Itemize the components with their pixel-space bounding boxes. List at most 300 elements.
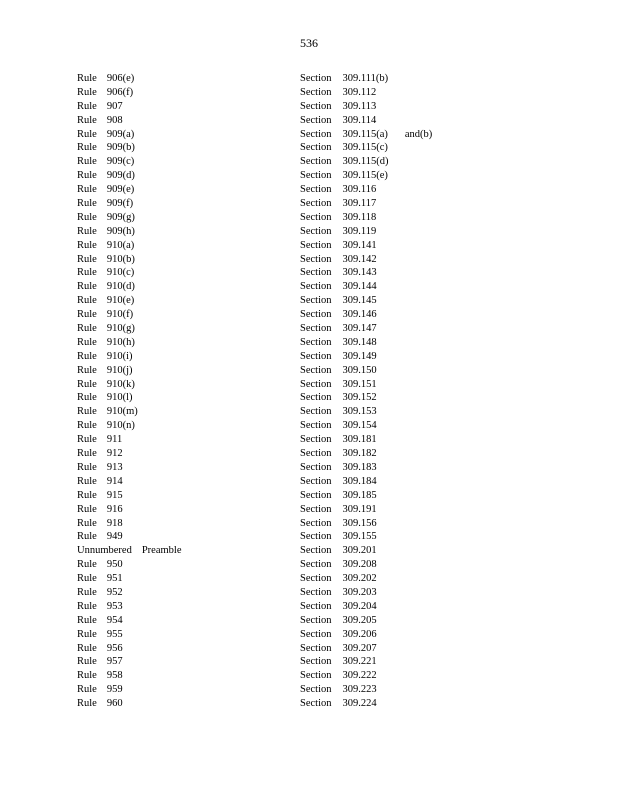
rule-label: Unnumbered: [77, 545, 132, 557]
section-cell: [300, 697, 377, 711]
table-row: [77, 72, 437, 86]
table-row: [77, 141, 437, 155]
section-number: 309.141: [342, 239, 377, 251]
section-cell: [300, 544, 377, 558]
rule-cell: [77, 253, 135, 267]
rule-cell: [77, 530, 123, 544]
section-number: 309.207: [342, 642, 377, 654]
rule-label: Rule: [77, 253, 97, 265]
section-label: Section: [300, 156, 332, 168]
section-number: 309.142: [342, 253, 377, 265]
table-row: [77, 530, 437, 544]
table-row: [77, 433, 437, 447]
rule-label: Rule: [77, 531, 97, 543]
rule-label: Rule: [77, 128, 97, 140]
section-note: and(b): [404, 128, 433, 140]
rule-number: 909(b): [106, 142, 135, 154]
rule-number: 910(d): [106, 281, 135, 293]
rule-label: Rule: [77, 475, 97, 487]
rule-label: Rule: [77, 628, 97, 640]
rule-label: Rule: [77, 239, 97, 251]
derivation-table: [77, 72, 437, 711]
section-cell: [300, 86, 381, 100]
rule-cell: [77, 280, 135, 294]
section-number: 309.191: [342, 503, 377, 515]
rule-label: Rule: [77, 142, 97, 154]
rule-number: 910(f): [106, 309, 134, 321]
rule-cell: [77, 489, 128, 503]
section-label: Section: [300, 614, 332, 626]
section-label: Section: [300, 350, 332, 362]
rule-cell: [77, 183, 139, 197]
rule-label: Rule: [77, 100, 97, 112]
section-label: Section: [300, 309, 332, 321]
rule-number: 909(e): [106, 184, 135, 196]
section-number: 309.208: [342, 559, 377, 571]
section-number: 309.116: [342, 184, 377, 196]
section-cell: [300, 225, 381, 239]
rule-cell: [77, 642, 128, 656]
rule-label: Rule: [77, 448, 97, 460]
section-cell: [300, 475, 382, 489]
section-cell: [300, 155, 393, 169]
table-row: [77, 378, 437, 392]
section-number: 309.115(a): [342, 128, 388, 140]
section-cell: [300, 572, 382, 586]
section-number: 309.182: [342, 448, 377, 460]
section-cell: [300, 294, 382, 308]
section-label: Section: [300, 198, 332, 210]
section-number: 309.118: [342, 211, 377, 223]
rule-label: Rule: [77, 336, 97, 348]
table-row: [77, 280, 437, 294]
table-row: [77, 225, 437, 239]
section-label: Section: [300, 461, 332, 473]
table-row: [77, 405, 437, 419]
rule-number: 910(n): [106, 420, 135, 432]
section-cell: [300, 558, 377, 572]
section-number: 309.143: [342, 267, 377, 279]
section-label: Section: [300, 184, 332, 196]
rule-number: 910(l): [106, 392, 133, 404]
section-number: 309.145: [342, 295, 377, 307]
rule-number: 918: [106, 517, 123, 529]
section-number: 309.152: [342, 392, 377, 404]
section-number: 309.115(e): [342, 170, 388, 182]
section-cell: [300, 308, 382, 322]
section-number: 309.114: [342, 114, 377, 126]
rule-cell: [77, 211, 140, 225]
section-number: 309.153: [342, 406, 377, 418]
section-label: Section: [300, 378, 332, 390]
table-row: [77, 669, 437, 683]
section-number: 309.205: [342, 614, 377, 626]
section-cell: [300, 197, 381, 211]
section-label: Section: [300, 517, 332, 529]
rule-cell: [77, 447, 128, 461]
table-row: [77, 655, 437, 669]
section-number: 309.224: [342, 698, 377, 710]
section-cell: [300, 600, 382, 614]
rule-number: 910(m): [106, 406, 138, 418]
section-cell: [300, 72, 393, 86]
section-cell: [300, 489, 382, 503]
section-number: 309.111(b): [342, 73, 389, 84]
table-row: [77, 614, 437, 628]
rule-label: Rule: [77, 698, 97, 710]
section-number: 309.112: [342, 86, 377, 98]
table-row: [77, 308, 437, 322]
rule-number: 910(b): [106, 253, 135, 265]
section-cell: [300, 517, 377, 531]
rule-number: 909(d): [106, 170, 135, 182]
section-number: 309.151: [342, 378, 377, 390]
rule-label: Rule: [77, 503, 97, 515]
section-label: Section: [300, 100, 332, 112]
table-row: [77, 600, 437, 614]
table-row: [77, 503, 437, 517]
rule-number: 956: [106, 642, 123, 654]
section-cell: [300, 391, 377, 405]
section-number: 309.206: [342, 628, 377, 640]
rule-number: 913: [106, 461, 123, 473]
section-cell: [300, 239, 382, 253]
rule-number: 954: [106, 614, 123, 626]
rule-number: 960: [106, 698, 123, 710]
section-label: Section: [300, 267, 332, 279]
rule-number: 953: [106, 600, 123, 612]
rule-number: 914: [106, 475, 123, 487]
section-cell: [300, 211, 381, 225]
table-row: [77, 183, 437, 197]
rule-number: 949: [106, 531, 123, 543]
rule-cell: [77, 266, 134, 280]
section-cell: [300, 447, 382, 461]
rule-number: 955: [106, 628, 123, 640]
rule-number: 915: [106, 489, 123, 501]
page-number: 536: [300, 36, 318, 50]
rule-label: Rule: [77, 170, 97, 182]
rule-label: Rule: [77, 670, 97, 682]
rule-cell: [77, 239, 139, 253]
rule-number: 910(g): [106, 323, 135, 335]
section-cell: [300, 642, 382, 656]
rule-cell: [77, 503, 128, 517]
rule-label: Rule: [77, 461, 97, 473]
table-row: [77, 114, 437, 128]
section-number: 309.181: [342, 434, 377, 446]
section-number: 309.184: [342, 475, 377, 487]
section-cell: [300, 405, 377, 419]
section-label: Section: [300, 628, 332, 640]
table-row: [77, 266, 437, 280]
section-number: 309.113: [342, 100, 377, 112]
rule-cell: [77, 544, 181, 558]
table-row: [77, 336, 437, 350]
rule-cell: [77, 100, 128, 114]
section-label: Section: [300, 364, 332, 376]
rule-number: 911: [106, 434, 123, 446]
rule-number: 910(k): [106, 378, 135, 390]
rule-cell: [77, 322, 140, 336]
section-label: Section: [300, 239, 332, 251]
section-label: Section: [300, 545, 332, 557]
section-cell: [300, 419, 377, 433]
section-label: Section: [300, 73, 332, 84]
section-cell: [300, 614, 382, 628]
section-number: 309.183: [342, 461, 377, 473]
section-label: Section: [300, 573, 332, 585]
rule-label: Rule: [77, 642, 97, 654]
rule-number: 959: [106, 684, 123, 696]
section-label: Section: [300, 434, 332, 446]
rule-cell: [77, 517, 123, 531]
rule-label: Rule: [77, 73, 97, 84]
table-row: [77, 100, 437, 114]
rule-number: 910(i): [106, 350, 133, 362]
section-label: Section: [300, 253, 332, 265]
rule-cell: [77, 655, 123, 669]
table-row: [77, 197, 437, 211]
section-label: Section: [300, 211, 332, 223]
rule-label: Rule: [77, 309, 97, 321]
table-row: [77, 322, 437, 336]
rule-cell: [77, 475, 128, 489]
section-number: 309.203: [342, 586, 377, 598]
rule-label: Rule: [77, 434, 97, 446]
rule-label: Rule: [77, 586, 97, 598]
table-row: [77, 475, 437, 489]
section-cell: [300, 114, 376, 128]
section-cell: [300, 461, 382, 475]
table-row: [77, 697, 437, 711]
rule-label: Rule: [77, 225, 97, 237]
section-label: Section: [300, 114, 332, 126]
table-row: [77, 628, 437, 642]
section-label: Section: [300, 475, 332, 487]
table-row: [77, 419, 437, 433]
table-row: [77, 572, 437, 586]
rule-cell: [77, 169, 140, 183]
rule-cell: [77, 614, 128, 628]
section-cell: [300, 183, 381, 197]
section-label: Section: [300, 698, 332, 710]
rule-number: 952: [106, 586, 123, 598]
section-label: Section: [300, 406, 332, 418]
section-number: 309.144: [342, 281, 377, 293]
rule-label: Rule: [77, 211, 97, 223]
section-label: Section: [300, 86, 332, 98]
section-cell: [300, 350, 382, 364]
section-number: 309.115(c): [342, 142, 388, 154]
rule-cell: [77, 669, 123, 683]
rule-label: Rule: [77, 156, 97, 168]
rule-number: 906(f): [106, 86, 134, 98]
section-cell: [300, 141, 388, 155]
rule-label: Rule: [77, 559, 97, 571]
rule-label: Rule: [77, 281, 97, 293]
rule-cell: [77, 364, 138, 378]
rule-cell: [77, 294, 139, 308]
section-label: Section: [300, 448, 332, 460]
section-label: Section: [300, 295, 332, 307]
section-number: 309.201: [342, 545, 377, 557]
table-row: [77, 253, 437, 267]
section-cell: [300, 364, 382, 378]
table-row: [77, 461, 437, 475]
rule-cell: [77, 197, 138, 211]
section-label: Section: [300, 656, 332, 668]
section-label: Section: [300, 323, 332, 335]
section-label: Section: [300, 392, 332, 404]
rule-cell: [77, 600, 128, 614]
rule-number: 909(h): [106, 225, 135, 237]
section-cell: [300, 280, 377, 294]
rule-label: Rule: [77, 114, 97, 126]
rule-label: Rule: [77, 656, 97, 668]
section-label: Section: [300, 642, 332, 654]
rule-cell: [77, 683, 123, 697]
section-cell: [300, 336, 382, 350]
rule-number: 909(g): [106, 211, 135, 223]
rule-number: 950: [106, 559, 123, 571]
table-row: [77, 544, 437, 558]
rule-cell: [77, 419, 135, 433]
rule-cell: [77, 433, 127, 447]
rule-label: Rule: [77, 323, 97, 335]
rule-number: 908: [106, 114, 123, 126]
section-label: Section: [300, 600, 332, 612]
section-cell: [300, 128, 432, 142]
section-cell: [300, 100, 381, 114]
rule-number: 957: [106, 656, 123, 668]
rule-cell: [77, 225, 140, 239]
table-row: [77, 364, 437, 378]
rule-cell: [77, 128, 134, 142]
rule-label: Rule: [77, 406, 97, 418]
section-number: 309.150: [342, 364, 377, 376]
table-row: [77, 683, 437, 697]
rule-number: 951: [106, 573, 123, 585]
section-cell: [300, 322, 382, 336]
section-number: 309.146: [342, 309, 377, 321]
rule-label: Rule: [77, 198, 97, 210]
table-row: [77, 294, 437, 308]
rule-label: Rule: [77, 364, 97, 376]
rule-label: Rule: [77, 517, 97, 529]
section-number: 309.148: [342, 336, 377, 348]
section-cell: [300, 266, 377, 280]
rule-label: Rule: [77, 392, 97, 404]
rule-cell: [77, 586, 128, 600]
section-number: 309.204: [342, 600, 377, 612]
rule-label: Rule: [77, 489, 97, 501]
table-row: [77, 239, 437, 253]
section-cell: [300, 655, 377, 669]
section-label: Section: [300, 670, 332, 682]
rule-number: 916: [106, 503, 123, 515]
table-row: [77, 489, 437, 503]
rule-label: Rule: [77, 573, 97, 585]
section-label: Section: [300, 531, 332, 543]
rule-label: Rule: [77, 684, 97, 696]
table-row: [77, 558, 437, 572]
rule-cell: [77, 391, 133, 405]
rule-number: 909(c): [106, 156, 135, 168]
section-label: Section: [300, 281, 332, 293]
section-number: 309.155: [342, 531, 377, 543]
section-cell: [300, 433, 382, 447]
rule-number: 907: [106, 100, 123, 112]
rule-cell: [77, 155, 139, 169]
section-label: Section: [300, 559, 332, 571]
table-row: [77, 517, 437, 531]
rule-label: Rule: [77, 614, 97, 626]
table-row: [77, 350, 437, 364]
rule-number: 910(h): [106, 336, 135, 348]
rule-number: 906(e): [106, 73, 135, 84]
rule-label: Rule: [77, 378, 97, 390]
section-cell: [300, 530, 377, 544]
rule-number: 910(c): [106, 267, 135, 279]
table-row: [77, 86, 437, 100]
table-row: [77, 128, 437, 142]
section-label: Section: [300, 128, 332, 140]
section-number: 309.222: [342, 670, 377, 682]
section-number: 309.117: [342, 198, 377, 210]
rule-cell: [77, 405, 138, 419]
section-cell: [300, 683, 377, 697]
section-label: Section: [300, 170, 332, 182]
rule-cell: [77, 336, 140, 350]
section-label: Section: [300, 420, 332, 432]
section-cell: [300, 669, 377, 683]
section-label: Section: [300, 503, 332, 515]
section-label: Section: [300, 225, 332, 237]
rule-cell: [77, 572, 128, 586]
rule-cell: [77, 308, 138, 322]
section-label: Section: [300, 142, 332, 154]
table-row: [77, 447, 437, 461]
rule-label: Rule: [77, 350, 97, 362]
rule-label: Rule: [77, 600, 97, 612]
section-cell: [300, 253, 377, 267]
rule-number: 910(a): [106, 239, 135, 251]
section-label: Section: [300, 489, 332, 501]
table-row: [77, 155, 437, 169]
rule-cell: [77, 697, 123, 711]
table-row: [77, 586, 437, 600]
rule-cell: [77, 114, 123, 128]
rule-label: Rule: [77, 267, 97, 279]
table-row: [77, 169, 437, 183]
section-cell: [300, 628, 382, 642]
section-number: 309.223: [342, 684, 377, 696]
section-number: 309.154: [342, 420, 377, 432]
section-cell: [300, 169, 393, 183]
table-row: [77, 642, 437, 656]
section-number: 309.202: [342, 573, 377, 585]
section-label: Section: [300, 684, 332, 696]
rule-cell: [77, 350, 138, 364]
rule-label: Rule: [77, 420, 97, 432]
section-number: 309.185: [342, 489, 377, 501]
section-number: 309.115(d): [342, 156, 389, 168]
rule-number: 910(j): [106, 364, 133, 376]
table-row: [77, 211, 437, 225]
table-row: [77, 391, 437, 405]
rule-number: 909(f): [106, 198, 134, 210]
